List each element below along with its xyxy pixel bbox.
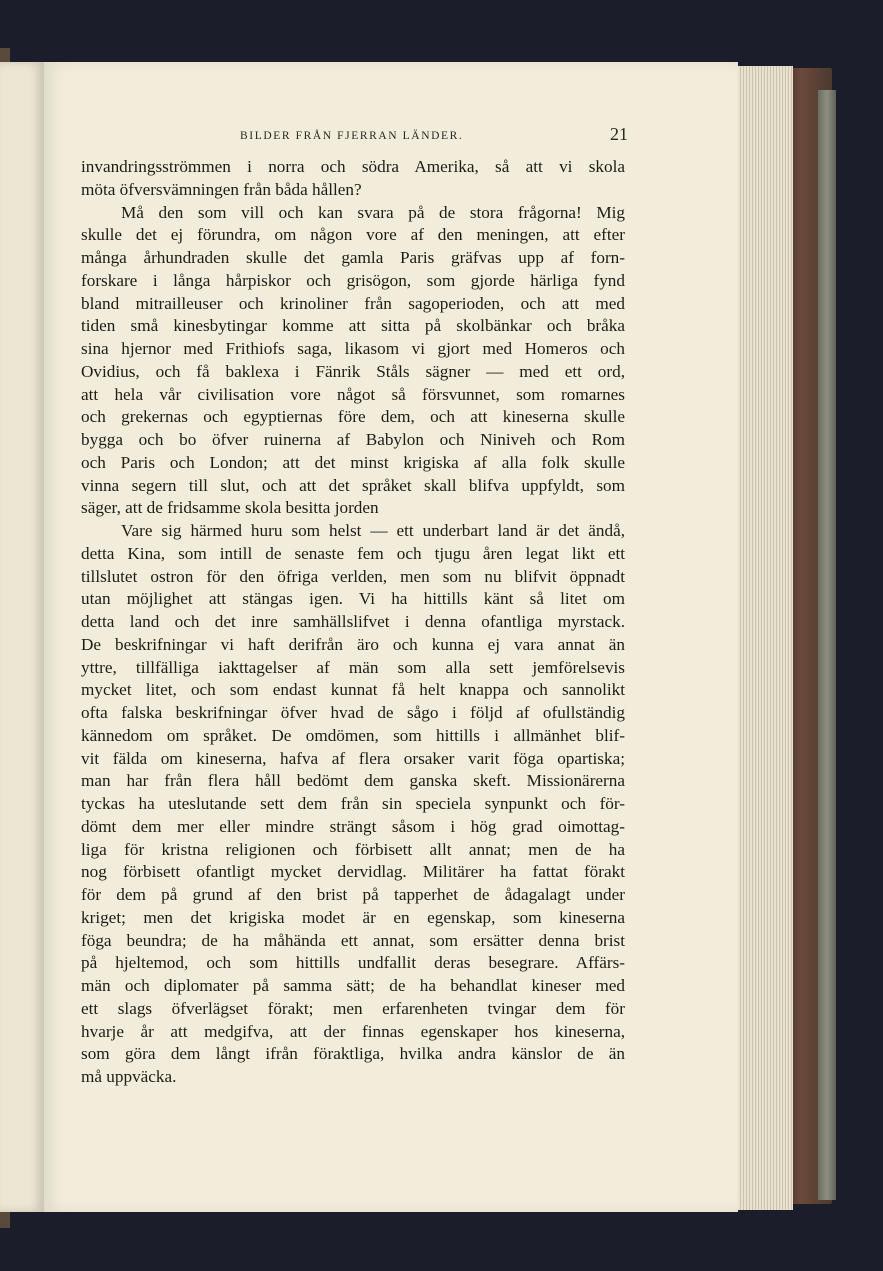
text-line: och grekernas och egyptiernas före dem, och att kineserna skulle <box>81 407 625 427</box>
text-line: tyckas ha uteslutande sett dem från sin speciela synpunkt och för- <box>81 794 625 813</box>
text-line: kriget; men det krigiska modet är en egenskap, som kineserna <box>81 907 625 927</box>
text-line: kännedom om språket. De omdömen, som hittills i allmänhet blif- <box>81 725 625 745</box>
text-line: Må den som vill och kan svara på de stora frågorna! Mig <box>121 202 625 222</box>
text-line: nog förbisett ofantligt mycket dervidlag. Militärer ha fattat förakt <box>81 862 625 882</box>
text-line: liga för kristna religionen och förbisett allt annat; men de ha <box>81 839 625 859</box>
text-line: tillslutet ostron för den öfriga verlden, men som nu blifvit öppnadt <box>81 566 625 586</box>
text-line: tiden små kinesbytingar komme att sitta på skolbänkar och bråka <box>81 316 625 336</box>
text-line: detta land och det inre samhällslifvet i denna ofantliga myrstack. <box>81 612 625 631</box>
text-line: detta Kina, som intill de senaste fem och tjugu åren legat likt ett <box>81 543 625 563</box>
text-line: möta öfversvämningen från båda hållen? <box>81 179 362 199</box>
page-number: 21 <box>610 124 628 144</box>
text-line: hvarje år att medgifva, att der finnas egenskaper hos kineserna, <box>81 1021 625 1041</box>
text-line: bygga och bo öfver ruinerna af Babylon och Niniveh och Rom <box>81 430 625 449</box>
text-line: bland mitrailleuser och krinoliner från sagoperioden, och att med <box>81 293 625 313</box>
text-line: mycket litet, och som endast kunnat få helt knappa och sannolikt <box>81 680 625 700</box>
text-line: invandringsströmmen i norra och södra Amerika, så att vi skola <box>81 157 625 176</box>
text-line: utan möjlighet att stängas igen. Vi ha hittills känt så litet om <box>81 589 625 609</box>
text-line: forskare i långa hårpiskor och grisögon, som gjorde härliga fynd <box>81 270 625 290</box>
text-line: Ovidius, och få baklexa i Fänrik Ståls sägner — med ett ord, <box>81 361 625 381</box>
text-line: vit fälda om kineserna, hafva af flera orsaker varit föga opartiska; <box>81 748 625 768</box>
cover-board-edge <box>818 90 836 1200</box>
facing-page-edge <box>0 62 45 1212</box>
text-line: säger, att de fridsamme skola besitta jorden <box>81 498 379 518</box>
text-line: på hjeltemod, och som hittills undfallit deras besegrare. Affärs- <box>81 953 625 973</box>
text-line: ofta falska beskrifningar öfver hvad de sågo i följd af ofullständig <box>81 703 625 722</box>
text-line: många århundraden skulle det gamla Paris gräfvas upp af forn- <box>81 248 625 267</box>
text-line: yttre, tillfälliga iakttagelser af män som alla sett jemförelsevis <box>81 657 625 677</box>
body-text <box>81 156 625 1089</box>
text-line: dömt dem mer eller mindre strängt såsom i hög grad oimottag- <box>81 816 625 836</box>
text-line: och Paris och London; att det minst krigiska af alla folk skulle <box>81 452 625 472</box>
text-line: De beskrifningar vi haft derifrån äro och kunna ej vara annat än <box>81 634 625 654</box>
running-title: BILDER FRÅN FJERRAN LÄNDER. <box>240 130 464 142</box>
text-line: som göra dem långt ifrån föraktliga, hvilka andra känslor de än <box>81 1044 625 1064</box>
text-line: man har från flera håll bedömt dem ganska skeft. Missionärerna <box>81 771 625 791</box>
text-line: Vare sig härmed huru som helst — ett underbart land är det ändå, <box>121 521 625 540</box>
text-line: män och diplomater på samma sätt; de ha behandlat kineser med <box>81 976 625 995</box>
page-block-edges <box>734 66 793 1210</box>
text-line: att hela vår civilisation vore något så försvunnet, som romarnes <box>81 384 625 404</box>
text-line: för dem på grund af den brist på tapperhet de ådagalagt under <box>81 885 625 904</box>
text-line: sina hjernor med Frithiofs saga, likasom vi gjort med Homeros och <box>81 339 625 358</box>
book-page <box>44 62 738 1212</box>
text-line: ett slags öfverlägset förakt; men erfarenheten tvingar dem för <box>81 998 625 1018</box>
text-line: vinna segern till slut, och att det språket skall blifva uppfyldt, som <box>81 475 625 495</box>
page-header <box>44 126 738 150</box>
text-line: skulle det ej förundra, om någon vore af den meningen, att efter <box>81 225 625 245</box>
text-line: må uppväcka. <box>81 1067 177 1086</box>
text-line: föga beundra; de ha måhända ett annat, som ersätter denna brist <box>81 930 625 950</box>
